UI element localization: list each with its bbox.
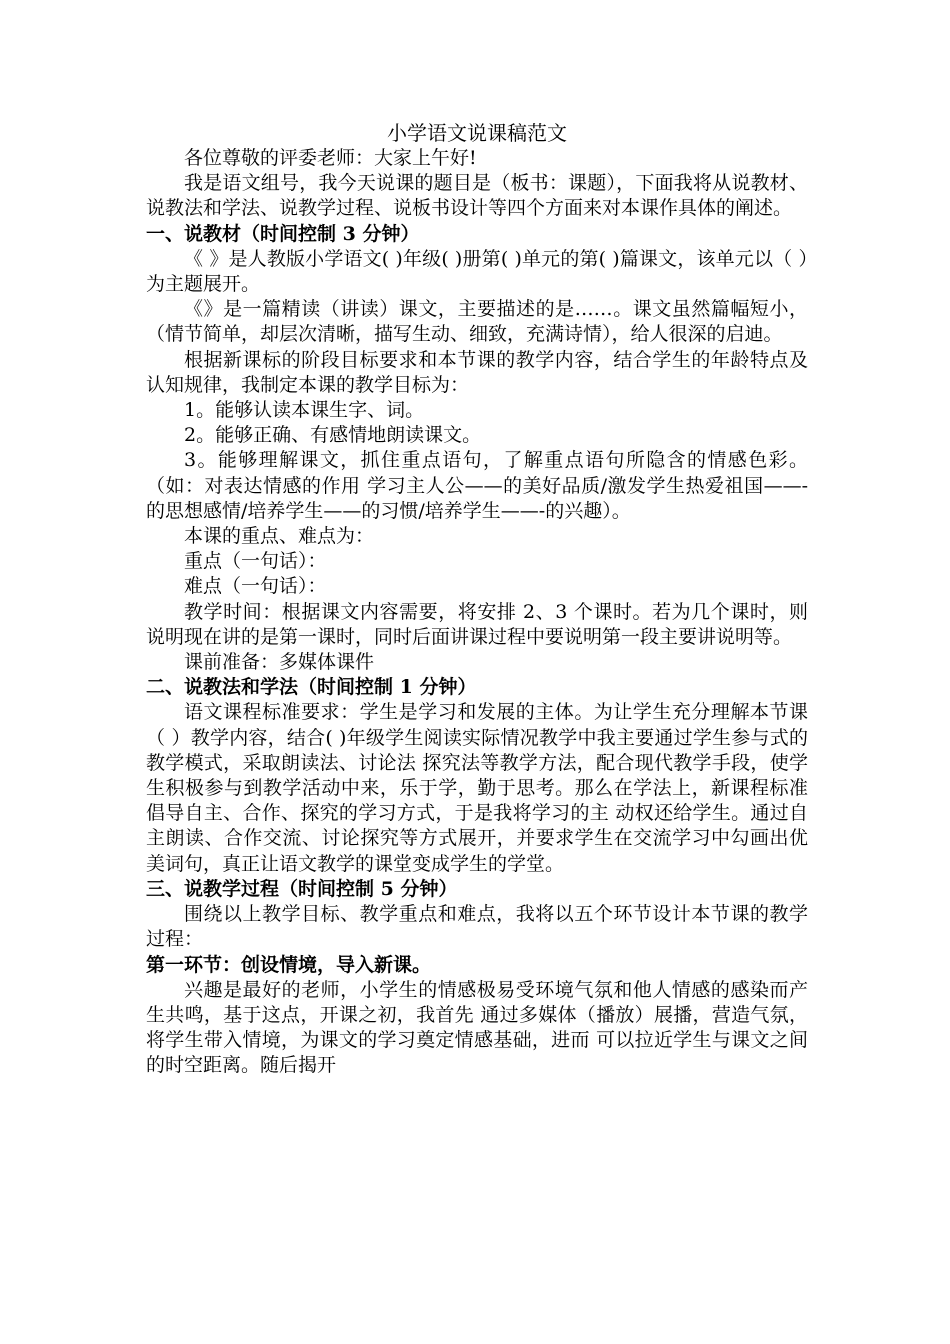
paragraph: 围绕以上教学目标、教学重点和难点，我将以五个环节设计本节课的教学过程： <box>146 903 808 951</box>
preparation: 课前准备：多媒体课件 <box>184 651 375 674</box>
section-heading-textbook: 一、说教材（时间控制 3 分钟） <box>146 222 420 245</box>
goal-item: 2。能够正确、有感情地朗读课文。 <box>184 424 482 447</box>
subsection-heading: 第一环节：创设情境，导入新课。 <box>146 953 432 976</box>
paragraph: 《》是一篇精读（讲读）课文，主要描述的是……。课文虽然篇幅短小，（情节简单，却层次清晰，描写生动、细致，充满诗情），给人很深的启迪。 <box>146 298 808 346</box>
goal-item: 3。能够理解课文，抓住重点语句，了解重点语句所隐含的情感色彩。（如：对表达情感的作用 学习主人公——的美好品质/激发学生热爱祖国——-的思想感情/培养学生——的习惯/培养学生——-的兴趣）。 <box>146 449 808 522</box>
intro-paragraph: 我是语文组号，我今天说课的题目是（板书：课题），下面我将从说教材、说教法和学法、说教学过程、说板书设计等四个方面来对本课作具体的阐述。 <box>146 172 808 220</box>
document-page <box>146 120 808 1079</box>
greeting: 各位尊敬的评委老师：大家上午好! <box>184 147 477 169</box>
paragraph: 本课的重点、难点为： <box>184 525 375 548</box>
goal-item: 1。能够认读本课生字、词。 <box>184 399 425 422</box>
paragraph: 《 》是人教版小学语文( )年级( )册第( )单元的第( )篇课文，该单元以（ ）为主题展开。 <box>146 247 808 296</box>
paragraph: 兴趣是最好的老师，小学生的情感极易受环境气氛和他人情感的感染而产生共鸣，基于这点，开课之初，我首先 通过多媒体（播放）展播，营造气氛，将学生带入情境，为课文的学习奠定情感基础，进而 可以拉近学生与课文之间的时空距离。随后揭开 <box>146 978 808 1077</box>
difficult-point: 难点（一句话）： <box>184 575 327 598</box>
paragraph: 语文课程标准要求：学生是学习和发展的主体。为让学生充分理解本节课（ ）教学内容，结合( )年级学生阅读实际情况教学中我主要通过学生参与式的教学模式，采取朗读法、讨论法 探究法等教学方法，配合现代教学手段，使学生积极参与到教学活动中来，乐于学，勤于思考。那么在学法上，新课程标准倡导自主、合作、探究的学习方式，于是我将学习的主 动权还给学生。通过自主朗读、合作交流、讨论探究等方式展开，并要求学生在交流学习中勾画出优美词句，真正让语文教学的课堂变成学生的学堂。 <box>146 701 808 875</box>
section-heading-methods: 二、说教法和学法（时间控制 1 分钟） <box>146 676 477 699</box>
paragraph: 根据新课标的阶段目标要求和本节课的教学内容，结合学生的年龄特点及认知规律，我制定本课的教学目标为： <box>146 348 808 396</box>
section-heading-process: 三、说教学过程（时间控制 5 分钟） <box>146 877 458 900</box>
key-point: 重点（一句话）： <box>184 550 327 573</box>
document-title: 小学语文说课稿范文 <box>387 121 567 145</box>
teaching-time: 教学时间：根据课文内容需要，将安排 2、3 个课时。若为几个课时，则说明现在讲的是第一课时，同时后面讲课过程中要说明第一段主要讲说明等。 <box>146 600 808 648</box>
